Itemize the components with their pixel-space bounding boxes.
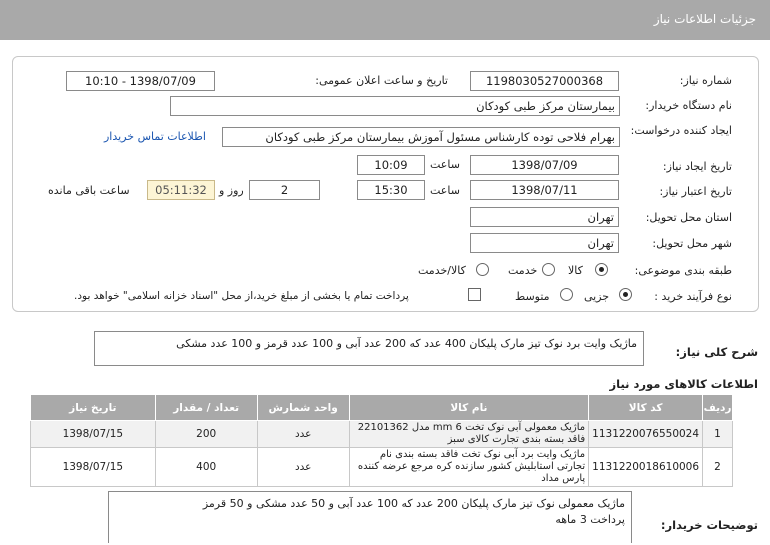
category-service-label: خدمت	[508, 264, 538, 277]
process-medium-label: متوسط	[515, 290, 550, 303]
creator-label: ایجاد کننده درخواست:	[630, 124, 732, 137]
city-field[interactable]: تهران	[470, 233, 619, 253]
remaining-label: ساعت باقی مانده	[48, 184, 130, 197]
items-section-title: اطلاعات کالاهای مورد نیاز	[609, 377, 758, 391]
treasury-payment-checkbox[interactable]	[468, 288, 481, 301]
page-title: جزئیات اطلاعات نیاز	[653, 12, 756, 26]
buyer-contact-link[interactable]: اطلاعات تماس خریدار	[104, 130, 206, 143]
days-label: روز و	[219, 184, 244, 197]
col-row: ردیف	[703, 395, 733, 421]
cell-date: 1398/07/15	[31, 448, 156, 487]
buyer-notes-box	[108, 491, 632, 543]
cell-name: ماژیک وایت برد آبی نوک تخت فاقد بسته بندی نام تجارتی استابلیش کشور سازنده کره مرجع عرضه کننده پارس مداد	[349, 448, 588, 487]
need-number-label: شماره نیاز:	[679, 74, 732, 87]
buyer-label: نام دستگاه خریدار:	[645, 99, 732, 112]
remaining-time-field: 05:11:32	[147, 180, 215, 200]
days-remaining-field[interactable]: 2	[249, 180, 320, 200]
col-unit: واحد شمارش	[257, 395, 349, 421]
col-name: نام کالا	[349, 395, 588, 421]
announce-label: تاریخ و ساعت اعلان عمومی:	[315, 74, 448, 87]
table-row[interactable]	[31, 448, 733, 487]
items-table-header	[31, 395, 733, 421]
category-goods-radio[interactable]	[595, 263, 608, 276]
valid-date-field[interactable]: 1398/07/11	[470, 180, 619, 200]
cell-code: 1131220076550024	[589, 421, 703, 448]
creator-field[interactable]: بهرام فلاحی توده کارشناس مسئول آموزش بیمارستان مرکز طبی کودکان	[222, 127, 620, 147]
created-time-label: ساعت	[430, 158, 460, 171]
process-medium-radio[interactable]	[560, 288, 573, 301]
process-minor-label: جزیی	[584, 290, 610, 303]
province-label: استان محل تحویل:	[645, 211, 732, 224]
items-table	[30, 394, 733, 487]
col-qty: تعداد / مقدار	[155, 395, 257, 421]
valid-date-label: تاریخ اعتبار نیاز:	[659, 185, 732, 198]
cell-code: 1131220018610006	[589, 448, 703, 487]
cell-qty: 400	[155, 448, 257, 487]
cell-date: 1398/07/15	[31, 421, 156, 448]
table-row[interactable]	[31, 421, 733, 448]
process-minor-radio[interactable]	[619, 288, 632, 301]
category-service-radio[interactable]	[542, 263, 555, 276]
summary-text: ماژیک وایت برد نوک تیز مارک پلیکان 400 عدد که 200 عدد آبی و 100 عدد قرمز و 100 عدد مشکی	[176, 337, 637, 350]
cell-unit: عدد	[257, 421, 349, 448]
valid-time-label: ساعت	[430, 184, 460, 197]
cell-name: ماژیک معمولی آبی نوک تخت 6 mm مدل 22101362 فاقد بسته بندی تجارت کالای سبز	[349, 421, 588, 448]
buyer-notes-line-1: ماژیک معمولی نوک تیز مارک پلیکان 200 عدد که 100 عدد آبی و 50 عدد مشکی و 50 قرمز	[202, 497, 625, 510]
col-date: تاریخ نیاز	[31, 395, 156, 421]
category-label: طبقه بندی موضوعی:	[634, 264, 732, 277]
created-time-field[interactable]: 10:09	[357, 155, 425, 175]
buyer-field[interactable]: بیمارستان مرکز طبی کودکان	[170, 96, 620, 116]
summary-label: شرح کلی نیاز:	[675, 345, 758, 359]
process-label: نوع فرآیند خرید :	[654, 290, 732, 303]
valid-time-field[interactable]: 15:30	[357, 180, 425, 200]
cell-qty: 200	[155, 421, 257, 448]
cell-row: 2	[703, 448, 733, 487]
cell-row: 1	[703, 421, 733, 448]
category-goods-service-label: کالا/خدمت	[418, 264, 466, 277]
buyer-notes-label: توضیحات خریدار:	[660, 518, 758, 532]
city-label: شهر محل تحویل:	[652, 237, 732, 250]
category-goods-label: کالا	[568, 264, 583, 277]
announce-field[interactable]: 1398/07/09 - 10:10	[66, 71, 215, 91]
buyer-notes-line-2: پرداخت 3 ماهه	[555, 513, 625, 526]
need-number-field[interactable]: 1198030527000368	[470, 71, 619, 91]
summary-box	[94, 331, 644, 366]
col-code: کد کالا	[589, 395, 703, 421]
province-field[interactable]: تهران	[470, 207, 619, 227]
cell-unit: عدد	[257, 448, 349, 487]
category-goods-service-radio[interactable]	[476, 263, 489, 276]
created-date-field[interactable]: 1398/07/09	[470, 155, 619, 175]
treasury-payment-note: پرداخت تمام یا بخشی از مبلغ خرید،از محل "اسناد خزانه اسلامی" خواهد بود.	[74, 290, 409, 302]
page-header	[0, 0, 770, 40]
created-date-label: تاریخ ایجاد نیاز:	[662, 160, 732, 173]
